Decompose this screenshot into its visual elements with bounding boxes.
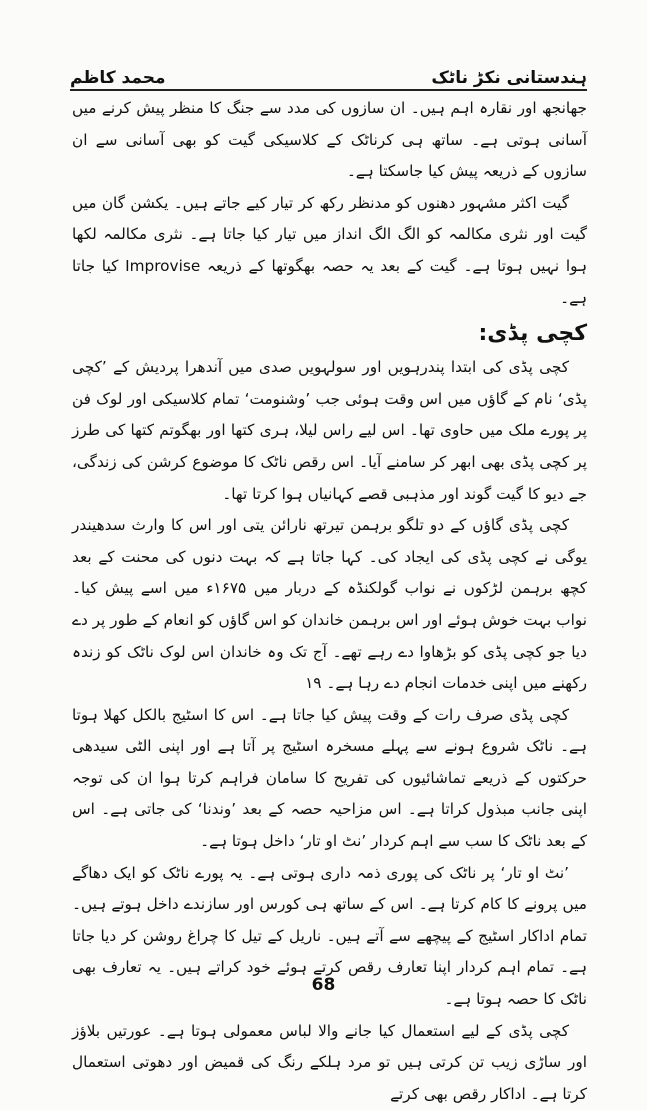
header-rule — [70, 89, 587, 91]
running-header — [70, 60, 587, 88]
paragraph: کچی پڈی صرف رات کے وقت پیش کیا جاتا ہے۔ اس کا اسٹیج بالکل کھلا ہوتا ہے۔ ناٹک شروع ہونے سے پہلے مسخرہ اسٹیج پر آتا ہے اور اپنی الٹی سیدھی حرکتوں کے ذریعے تماشائیوں کی تفریح کا سامان فراہم کرتا ہوا ان کی توجہ اپنی جانب مبذول کراتا ہے۔ اس مزاحیہ حصہ کے بعد ’وندنا‘ کی جاتی ہے۔ اس کے بعد ناٹک کا سب سے اہم کردار ’نٹ او تار‘ داخل ہوتا ہے۔ — [72, 705, 587, 851]
page-body — [71, 93, 588, 1103]
paragraph: جھانجھ اور نقارہ اہم ہیں۔ ان سازوں کی مدد سے جنگ کا منظر پیش کرنے میں آسانی ہوتی ہے۔ ساتھ ہی کرناٹک کے کلاسیکی گیت کو بھی آسانی سے ان سازوں کے ذریعہ پیش کیا جاسکتا ہے۔ — [72, 99, 587, 181]
paragraph: ’نٹ او تار‘ پر ناٹک کی پوری ذمہ داری ہوتی ہے۔ یہ پورے ناٹک کو ایک دھاگے میں پرونے کا کام کرتا ہے۔ اس کے ساتھ ہی کورس اور سازندے داخل ہوتے ہیں۔ تمام اداکار اسٹیج کے پیچھے سے آتے ہیں۔ ناریل کے تیل کا چراغ روشن کر دیا جاتا ہے۔ تمام اہم کردار اپنا تعارف رقص کرتے ہوئے خود کراتے ہیں۔ یہ تعارف بھی ناٹک کا حصہ ہوتا ہے۔ — [72, 863, 587, 1009]
section-heading: کچی پڈی: — [478, 321, 587, 347]
paragraph: کچی پڈی گاؤں کے دو تلگو برہمن تیرتھ نارائن یتی اور اس کا وارث سدھیندر یوگی نے کچی پڈی کی ایجاد کی۔ کہا جاتا ہے کہ بہت دنوں کی محنت کے بعد کچھ برہمن لڑکوں نے نواب گولکنڈہ کے دربار میں ۱۶۷۵ء میں اسے پیش کیا۔ نواب بہت خوش ہوئے اور اس برہمن خاندان کو اس گاؤں کو انعام کے طور پر دے دیا جو کچی پڈی کو بڑھاوا دے رہے تھے۔ آج تک وہ خاندان اس لوک ناٹک کو زندہ رکھنے میں اپنی خدمات انجام دے رہا ہے۔ ۱۹ — [71, 516, 588, 693]
paragraph: کچی پڈی کے لیے استعمال کیا جانے والا لباس معمولی ہوتا ہے۔ عورتیں بلاؤز اور ساڑی زیب تن کرتی ہیں تو مرد ہلکے رنگ کی قمیض اور دھوتی استعمال کرتا ہے۔ اداکار رقص بھی کرتے — [72, 1021, 587, 1103]
page-number: 68 — [311, 975, 336, 995]
paragraph: گیت اکثر مشہور دھنوں کو مدنظر رکھ کر تیار کیے جاتے ہیں۔ یکشن گان میں گیت اور نثری مکالمہ کو الگ الگ انداز میں تیار کیا جاتا ہے۔ نثری مکالمہ لکھا ہوا نہیں ہوتا ہے۔ گیت کے بعد یہ حصہ بھگوتھا کے ذریعہ Improvise کیا جاتا ہے۔ — [72, 193, 587, 307]
paragraph: کچی پڈی کی ابتدا پندرہویں اور سولہویں صدی میں آندھرا پردیش کے ’کچی پڈی‘ نام کے گاؤں میں اس وقت ہوئی جب ’وشنومت‘ تمام کلاسیکی اور لوک فن پر پورے ملک میں حاوی تھا۔ اس لیے راس لیلا، ہری کتھا اور بھگوتم کتھا کی طرز پر کچی پڈی بھی ابھر کر سامنے آیا۔ اس رقص ناٹک کا موضوع کرشن کی زندگی، جے دیو کا گیت گوند اور مذہبی قصے کہانیاں ہوا کرتا تھا۔ — [72, 358, 587, 503]
author-name: محمد کاظم — [70, 68, 166, 88]
book-title: ہندستانی نکڑ ناٹک — [431, 68, 587, 88]
